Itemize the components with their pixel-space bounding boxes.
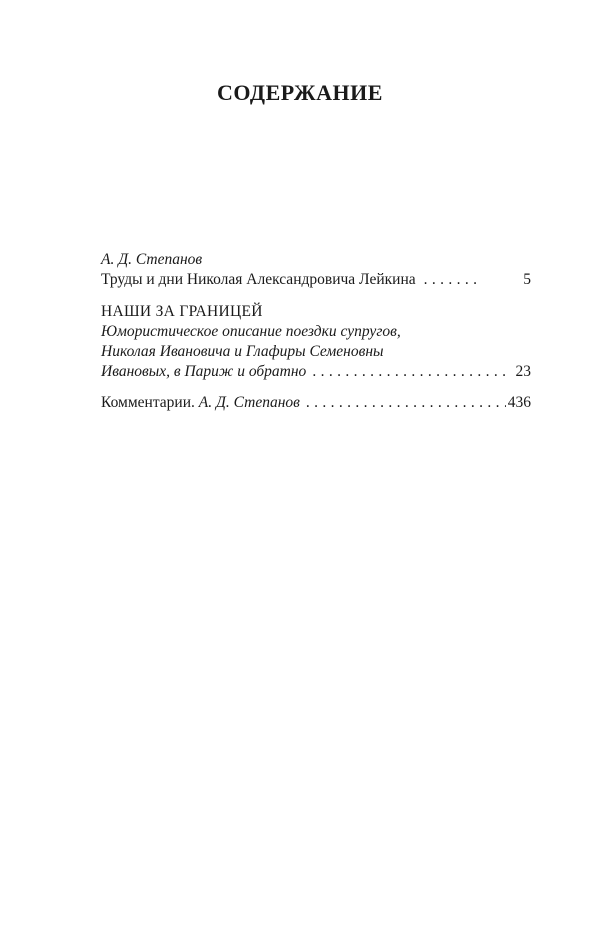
- toc-entry-commentary: [101, 393, 531, 413]
- toc-entry-author: А. Д. Степанов: [198, 394, 300, 411]
- toc-entry-novel: [101, 302, 531, 382]
- toc-page-number: 5: [523, 271, 531, 288]
- table-of-contents: [101, 250, 531, 413]
- toc-section-title: НАШИ ЗА ГРАНИЦЕЙ: [101, 303, 263, 320]
- page-title: СОДЕРЖАНИЕ: [217, 80, 383, 105]
- toc-entry-title: Комментарии.: [101, 394, 195, 411]
- toc-entry-title: Труды и дни Николая Александровича Лейкина: [101, 271, 416, 288]
- toc-entry-intro: [101, 250, 531, 290]
- toc-entry-line: [101, 270, 531, 290]
- toc-subtitle-line: Николая Ивановича и Глафиры Семеновны: [101, 343, 384, 360]
- toc-entry-title-group: [101, 393, 300, 413]
- dot-leader: [312, 362, 505, 382]
- toc-subtitle-line: Юмористическое описание поездки супругов,: [101, 323, 401, 340]
- toc-entry-line: [101, 362, 531, 382]
- entry-gap: [101, 382, 531, 393]
- toc-subtitle-line: Ивановых, в Париж и обратно: [101, 363, 307, 380]
- toc-entry-author: А. Д. Степанов: [101, 251, 203, 268]
- dot-leader: [424, 270, 482, 290]
- toc-entry-line: [101, 393, 531, 413]
- toc-page-number: 23: [515, 363, 531, 380]
- dot-leader: [306, 393, 506, 413]
- toc-page-number: 436: [507, 394, 531, 411]
- entry-gap: [101, 290, 531, 302]
